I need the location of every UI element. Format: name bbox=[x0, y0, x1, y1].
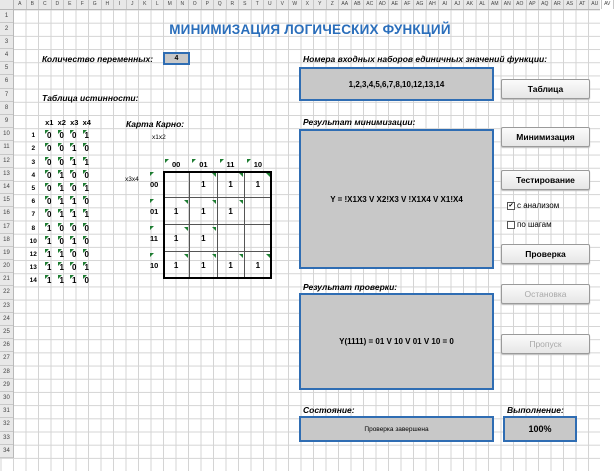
column-header[interactable]: Z bbox=[327, 0, 340, 9]
row-header[interactable]: 25 bbox=[0, 326, 13, 339]
column-header[interactable]: AF bbox=[402, 0, 415, 9]
row-header[interactable]: 6 bbox=[0, 75, 13, 88]
row-header[interactable]: 14 bbox=[0, 181, 13, 194]
cell-comment-marker bbox=[83, 223, 87, 227]
cell-comment-marker bbox=[70, 249, 74, 253]
row-header[interactable]: 19 bbox=[0, 247, 13, 260]
cell-comment-marker bbox=[70, 183, 74, 187]
row-header[interactable]: 11 bbox=[0, 141, 13, 154]
truth-table-cell[interactable]: 1 bbox=[59, 263, 64, 273]
karnaugh-cell[interactable]: 1 bbox=[245, 171, 272, 198]
truth-table-row-number: 5 bbox=[31, 185, 36, 192]
cell-comment-marker bbox=[58, 130, 62, 134]
column-header[interactable]: AV bbox=[602, 0, 614, 9]
column-header[interactable]: AO bbox=[514, 0, 527, 9]
column-header[interactable]: O bbox=[189, 0, 202, 9]
truth-table-row-number: 8 bbox=[31, 224, 36, 232]
truth-table-row-number: 13 bbox=[29, 264, 37, 272]
karnaugh-col-var: x3x4 bbox=[125, 176, 139, 183]
cell-comment-marker bbox=[165, 159, 169, 163]
cell-comment-marker bbox=[83, 196, 87, 200]
truth-table-cell[interactable]: 1 bbox=[72, 276, 77, 286]
truth-table-cell[interactable]: 0 bbox=[47, 210, 52, 220]
truth-table-cell[interactable]: 1 bbox=[59, 210, 64, 220]
cell-comment-marker bbox=[58, 275, 62, 279]
row-header-bar bbox=[0, 10, 14, 458]
karnaugh-cell[interactable]: 1 bbox=[190, 171, 217, 198]
minimization-label: Результат минимизации: bbox=[303, 117, 416, 127]
column-header[interactable]: B bbox=[27, 0, 40, 9]
karnaugh-row-label: 01 bbox=[150, 207, 159, 216]
cell-comment-marker bbox=[45, 249, 49, 253]
karnaugh-border bbox=[163, 171, 272, 279]
minimize-button[interactable]: Минимизация bbox=[501, 127, 590, 147]
truth-table-cell[interactable]: 1 bbox=[72, 144, 77, 154]
column-header[interactable]: AC bbox=[364, 0, 377, 9]
karnaugh-row-label: 00 bbox=[150, 180, 159, 189]
truth-table-cell[interactable]: 1 bbox=[84, 210, 89, 220]
table-button[interactable]: Таблица bbox=[501, 79, 590, 99]
truth-table-cell[interactable]: 1 bbox=[84, 184, 89, 193]
column-header[interactable]: L bbox=[152, 0, 165, 9]
truth-table-row-number: 7 bbox=[31, 211, 36, 219]
row-header[interactable]: 28 bbox=[0, 366, 13, 379]
truth-table-cell[interactable]: 1 bbox=[72, 210, 77, 220]
row-header[interactable]: 10 bbox=[0, 128, 13, 141]
truth-table-cell[interactable]: 0 bbox=[84, 223, 89, 233]
cell-comment-marker bbox=[45, 236, 49, 240]
karnaugh-cell[interactable]: 1 bbox=[163, 252, 190, 279]
truth-table-row-number: 10 bbox=[29, 237, 37, 245]
row-header[interactable]: 30 bbox=[0, 392, 13, 405]
column-header[interactable]: I bbox=[114, 0, 127, 9]
column-header[interactable]: A bbox=[14, 0, 27, 9]
cell-comment-marker bbox=[220, 159, 224, 163]
cell-comment-marker bbox=[58, 157, 62, 161]
truth-table-header: x4 bbox=[82, 118, 91, 127]
cell-comment-marker bbox=[45, 196, 49, 200]
cell-comment-marker bbox=[150, 226, 154, 230]
column-header[interactable]: AM bbox=[489, 0, 502, 9]
truth-table-cell[interactable]: 0 bbox=[59, 157, 64, 167]
row-header[interactable]: 26 bbox=[0, 339, 13, 352]
truth-table-cell[interactable]: 1 bbox=[84, 157, 89, 167]
truth-table-row-number: 6 bbox=[31, 198, 36, 206]
truth-table-row-number: 14 bbox=[29, 277, 37, 285]
truth-table-cell[interactable]: 0 bbox=[72, 223, 77, 233]
truth-table-cell[interactable]: 0 bbox=[72, 184, 77, 193]
column-header[interactable]: H bbox=[102, 0, 115, 9]
column-header[interactable]: AB bbox=[352, 0, 365, 9]
cell-comment-marker bbox=[70, 236, 74, 240]
truth-table-row-number: 3 bbox=[31, 158, 36, 166]
cell-comment-marker bbox=[58, 183, 62, 187]
cell-comment-marker bbox=[70, 223, 74, 227]
cell-comment-marker bbox=[70, 275, 74, 279]
column-header[interactable]: W bbox=[289, 0, 302, 9]
progress-label: Выполнение: bbox=[507, 405, 564, 415]
karnaugh-col-label: 10 bbox=[253, 160, 263, 169]
truth-table-cell[interactable]: 0 bbox=[84, 250, 89, 259]
corner-cell[interactable] bbox=[0, 0, 14, 9]
column-header[interactable]: AQ bbox=[539, 0, 552, 9]
column-header[interactable]: C bbox=[39, 0, 52, 9]
karnaugh-cell[interactable]: 1 bbox=[163, 198, 190, 225]
cell-comment-marker bbox=[247, 159, 251, 163]
var-count-field[interactable]: 4 bbox=[163, 52, 190, 65]
cell-comment-marker bbox=[45, 262, 49, 266]
row-header[interactable]: 29 bbox=[0, 379, 13, 392]
truth-table-cell[interactable]: 0 bbox=[47, 144, 52, 154]
truth-table-cell[interactable]: 1 bbox=[47, 250, 52, 259]
cell-comment-marker bbox=[45, 223, 49, 227]
karnaugh-cell[interactable]: 1 bbox=[218, 171, 245, 198]
karnaugh-row-var: x1x2 bbox=[152, 134, 166, 141]
column-header[interactable]: AT bbox=[577, 0, 590, 9]
column-header[interactable]: N bbox=[177, 0, 190, 9]
cell-comment-marker bbox=[58, 196, 62, 200]
row-header[interactable]: 9 bbox=[0, 115, 13, 128]
column-header[interactable]: AL bbox=[477, 0, 490, 9]
column-header[interactable]: AN bbox=[502, 0, 515, 9]
truth-table-row-number: 4 bbox=[31, 171, 36, 179]
karnaugh-cell[interactable]: 1 bbox=[218, 198, 245, 225]
verify-button[interactable]: Проверка bbox=[501, 244, 590, 264]
truth-table-cell[interactable]: 1 bbox=[84, 131, 89, 141]
cell-comment-marker bbox=[83, 130, 87, 134]
page-title: МИНИМИЗАЦИЯ ЛОГИЧЕСКИХ ФУНКЦИЙ bbox=[169, 22, 451, 37]
row-header[interactable]: 22 bbox=[0, 286, 13, 299]
row-header[interactable]: 15 bbox=[0, 194, 13, 207]
truth-table-cell[interactable]: 0 bbox=[84, 276, 89, 286]
row-header[interactable]: 3 bbox=[0, 36, 13, 49]
truth-table-cell[interactable]: 1 bbox=[59, 276, 64, 286]
truth-table-cell[interactable]: 1 bbox=[59, 184, 64, 193]
row-header[interactable]: 20 bbox=[0, 260, 13, 273]
row-header[interactable]: 23 bbox=[0, 300, 13, 313]
truth-table-cell[interactable]: 1 bbox=[59, 250, 64, 259]
truth-table-cell[interactable]: 0 bbox=[84, 197, 89, 207]
row-header[interactable]: 16 bbox=[0, 207, 13, 220]
cell-comment-marker bbox=[45, 275, 49, 279]
progress-field: 100% bbox=[503, 416, 577, 442]
minimization-result: Y = !X1X3 V X2!X3 V !X1X4 V X1!X4 bbox=[299, 129, 494, 269]
cell-comment-marker bbox=[150, 253, 154, 257]
row-header[interactable]: 2 bbox=[0, 23, 13, 36]
step-by-step-checkbox-box[interactable] bbox=[507, 221, 515, 229]
column-header[interactable]: U bbox=[264, 0, 277, 9]
truth-table-cell[interactable]: 0 bbox=[47, 197, 52, 207]
karnaugh-cell[interactable]: 1 bbox=[190, 252, 217, 279]
truth-table-header: x1 bbox=[45, 118, 54, 127]
column-header[interactable]: M bbox=[164, 0, 177, 9]
cell-comment-marker bbox=[83, 249, 87, 253]
status-field: Проверка завершена bbox=[299, 416, 494, 442]
cell-comment-marker bbox=[45, 209, 49, 213]
row-header[interactable]: 13 bbox=[0, 168, 13, 181]
truth-table-cell[interactable]: 1 bbox=[72, 236, 77, 246]
cell-comment-marker bbox=[58, 143, 62, 147]
test-button[interactable]: Тестирование bbox=[501, 170, 590, 190]
input-sets-label: Номера входных наборов единичных значений функции: bbox=[303, 54, 548, 64]
column-header[interactable]: AA bbox=[339, 0, 352, 9]
karnaugh-cell[interactable]: 1 bbox=[190, 198, 217, 225]
karnaugh-cell[interactable]: 1 bbox=[190, 225, 217, 252]
column-header[interactable]: J bbox=[127, 0, 140, 9]
column-header[interactable]: AI bbox=[439, 0, 452, 9]
column-header-bar bbox=[0, 0, 611, 10]
truth-table-cell[interactable]: 0 bbox=[59, 236, 64, 246]
with-analysis-checkbox-box[interactable]: ✔ bbox=[508, 202, 514, 209]
cell-comment-marker bbox=[70, 196, 74, 200]
row-header[interactable]: 33 bbox=[0, 432, 13, 445]
row-header[interactable]: 1 bbox=[0, 10, 13, 23]
status-label: Состояние: bbox=[303, 405, 355, 415]
row-header[interactable]: 27 bbox=[0, 352, 13, 365]
row-header[interactable]: 32 bbox=[0, 418, 13, 431]
truth-table-cell[interactable]: 0 bbox=[59, 144, 64, 154]
karnaugh-col-label: 01 bbox=[199, 160, 208, 169]
truth-table-cell[interactable]: 1 bbox=[59, 197, 64, 207]
row-header[interactable]: 31 bbox=[0, 405, 13, 418]
truth-table-cell[interactable]: 1 bbox=[47, 236, 52, 246]
column-header[interactable]: S bbox=[239, 0, 252, 9]
cell-comment-marker bbox=[70, 130, 74, 134]
truth-table-cell[interactable]: 0 bbox=[72, 131, 77, 141]
karnaugh-col-label: 00 bbox=[172, 160, 181, 169]
column-header[interactable]: V bbox=[277, 0, 290, 9]
truth-table-header: x2 bbox=[57, 118, 66, 127]
column-header[interactable]: AD bbox=[377, 0, 390, 9]
truth-table-cell[interactable]: 0 bbox=[47, 184, 52, 193]
row-header[interactable]: 12 bbox=[0, 155, 13, 168]
truth-table-cell[interactable]: 0 bbox=[84, 236, 89, 246]
truth-table-row-number: 12 bbox=[29, 251, 37, 258]
truth-table-cell[interactable]: 0 bbox=[84, 170, 89, 180]
column-header[interactable]: AU bbox=[589, 0, 602, 9]
cell-comment-marker bbox=[58, 223, 62, 227]
cell-comment-marker bbox=[70, 209, 74, 213]
truth-table-cell[interactable]: 1 bbox=[72, 197, 77, 207]
column-header[interactable]: K bbox=[139, 0, 152, 9]
column-header[interactable]: AJ bbox=[452, 0, 465, 9]
column-header[interactable]: D bbox=[52, 0, 65, 9]
truth-table-cell[interactable]: 0 bbox=[72, 263, 77, 273]
truth-table-cell[interactable]: 1 bbox=[59, 170, 64, 180]
cell-comment-marker bbox=[83, 236, 87, 240]
truth-table-cell[interactable]: 0 bbox=[47, 170, 52, 180]
skip-button[interactable]: Пропуск bbox=[501, 334, 590, 354]
cell-comment-marker bbox=[45, 130, 49, 134]
row-header[interactable]: 8 bbox=[0, 102, 13, 115]
column-header[interactable]: F bbox=[77, 0, 90, 9]
row-header[interactable]: 34 bbox=[0, 445, 13, 458]
truth-table-cell[interactable]: 0 bbox=[47, 131, 52, 141]
cell-comment-marker bbox=[58, 236, 62, 240]
column-header[interactable]: AH bbox=[427, 0, 440, 9]
cell-comment-marker bbox=[45, 183, 49, 187]
truth-table-header: x3 bbox=[70, 118, 79, 127]
cell-comment-marker bbox=[83, 275, 87, 279]
cell-comment-marker bbox=[192, 159, 196, 163]
cell-comment-marker bbox=[70, 143, 74, 147]
row-header[interactable]: 4 bbox=[0, 49, 13, 62]
karnaugh-col-label: 11 bbox=[226, 160, 235, 169]
row-header[interactable]: 24 bbox=[0, 313, 13, 326]
var-count-label: Количество переменных: bbox=[42, 54, 154, 64]
truth-table-cell[interactable]: 0 bbox=[59, 131, 64, 141]
column-header[interactable]: X bbox=[302, 0, 315, 9]
row-header[interactable]: 21 bbox=[0, 273, 13, 286]
cell-comment-marker bbox=[83, 262, 87, 266]
cell-comment-marker bbox=[70, 170, 74, 174]
input-sets-field[interactable]: 1,2,3,4,5,6,7,8,10,12,13,14 bbox=[299, 67, 494, 101]
column-header[interactable]: Q bbox=[214, 0, 227, 9]
row-header[interactable]: 7 bbox=[0, 89, 13, 102]
column-header[interactable]: AG bbox=[414, 0, 427, 9]
truth-table-cell[interactable]: 0 bbox=[72, 170, 77, 180]
truth-table-cell[interactable]: 0 bbox=[59, 223, 64, 233]
truth-table-cell[interactable]: 1 bbox=[72, 157, 77, 167]
truth-table-label: Таблица истинности: bbox=[42, 93, 139, 103]
karnaugh-cell[interactable]: 1 bbox=[245, 252, 272, 279]
row-header[interactable]: 18 bbox=[0, 234, 13, 247]
column-header[interactable]: P bbox=[202, 0, 215, 9]
column-header[interactable]: G bbox=[89, 0, 102, 9]
karnaugh-cell[interactable]: 1 bbox=[163, 225, 190, 252]
with-analysis-label: с анализом bbox=[517, 201, 560, 210]
cell-comment-marker bbox=[150, 172, 154, 176]
with-analysis-checkbox[interactable] bbox=[507, 201, 559, 210]
cell-comment-marker bbox=[83, 170, 87, 174]
cell-comment-marker bbox=[150, 199, 154, 203]
karnaugh-row-label: 10 bbox=[150, 261, 159, 270]
column-header[interactable]: AE bbox=[389, 0, 402, 9]
check-result: Y(1111) = 01 V 10 V 01 V 10 = 0 bbox=[299, 293, 494, 390]
truth-table-cell[interactable]: 1 bbox=[84, 263, 89, 273]
step-by-step-checkbox[interactable] bbox=[507, 220, 552, 229]
column-header[interactable]: T bbox=[252, 0, 265, 9]
cell-comment-marker bbox=[83, 183, 87, 187]
stop-button[interactable]: Остановка bbox=[501, 284, 590, 304]
karnaugh-row-label: 11 bbox=[150, 234, 158, 243]
column-header[interactable]: AP bbox=[527, 0, 540, 9]
cell-comment-marker bbox=[45, 157, 49, 161]
truth-table-cell[interactable]: 1 bbox=[47, 223, 52, 233]
truth-table-cell[interactable]: 0 bbox=[84, 144, 89, 154]
row-header[interactable]: 17 bbox=[0, 221, 13, 234]
cell-comment-marker bbox=[45, 170, 49, 174]
cell-comment-marker bbox=[83, 209, 87, 213]
step-by-step-label: по шагам bbox=[517, 220, 552, 229]
check-label: Результат проверки: bbox=[303, 282, 398, 292]
cell-comment-marker bbox=[58, 249, 62, 253]
column-header[interactable]: AS bbox=[564, 0, 577, 9]
cell-comment-marker bbox=[58, 170, 62, 174]
column-header[interactable]: R bbox=[227, 0, 240, 9]
karnaugh-cell[interactable]: 1 bbox=[218, 252, 245, 279]
truth-table-cell[interactable]: 1 bbox=[47, 276, 52, 286]
cell-comment-marker bbox=[70, 157, 74, 161]
truth-table-cell[interactable]: 0 bbox=[47, 157, 52, 167]
cell-comment-marker bbox=[70, 262, 74, 266]
cell-comment-marker bbox=[83, 143, 87, 147]
karnaugh-label: Карта Карно: bbox=[126, 119, 185, 129]
row-header[interactable]: 5 bbox=[0, 62, 13, 75]
truth-table-cell[interactable]: 1 bbox=[47, 263, 52, 273]
column-header[interactable]: AK bbox=[464, 0, 477, 9]
column-header[interactable]: E bbox=[64, 0, 77, 9]
truth-table-cell[interactable]: 0 bbox=[72, 250, 77, 259]
cell-comment-marker bbox=[45, 143, 49, 147]
cell-comment-marker bbox=[58, 262, 62, 266]
column-header[interactable]: AR bbox=[552, 0, 565, 9]
cell-comment-marker bbox=[58, 209, 62, 213]
truth-table-row-number: 2 bbox=[31, 145, 36, 153]
truth-table-row-number: 1 bbox=[31, 132, 36, 140]
cell-comment-marker bbox=[83, 157, 87, 161]
column-header[interactable]: Y bbox=[314, 0, 327, 9]
